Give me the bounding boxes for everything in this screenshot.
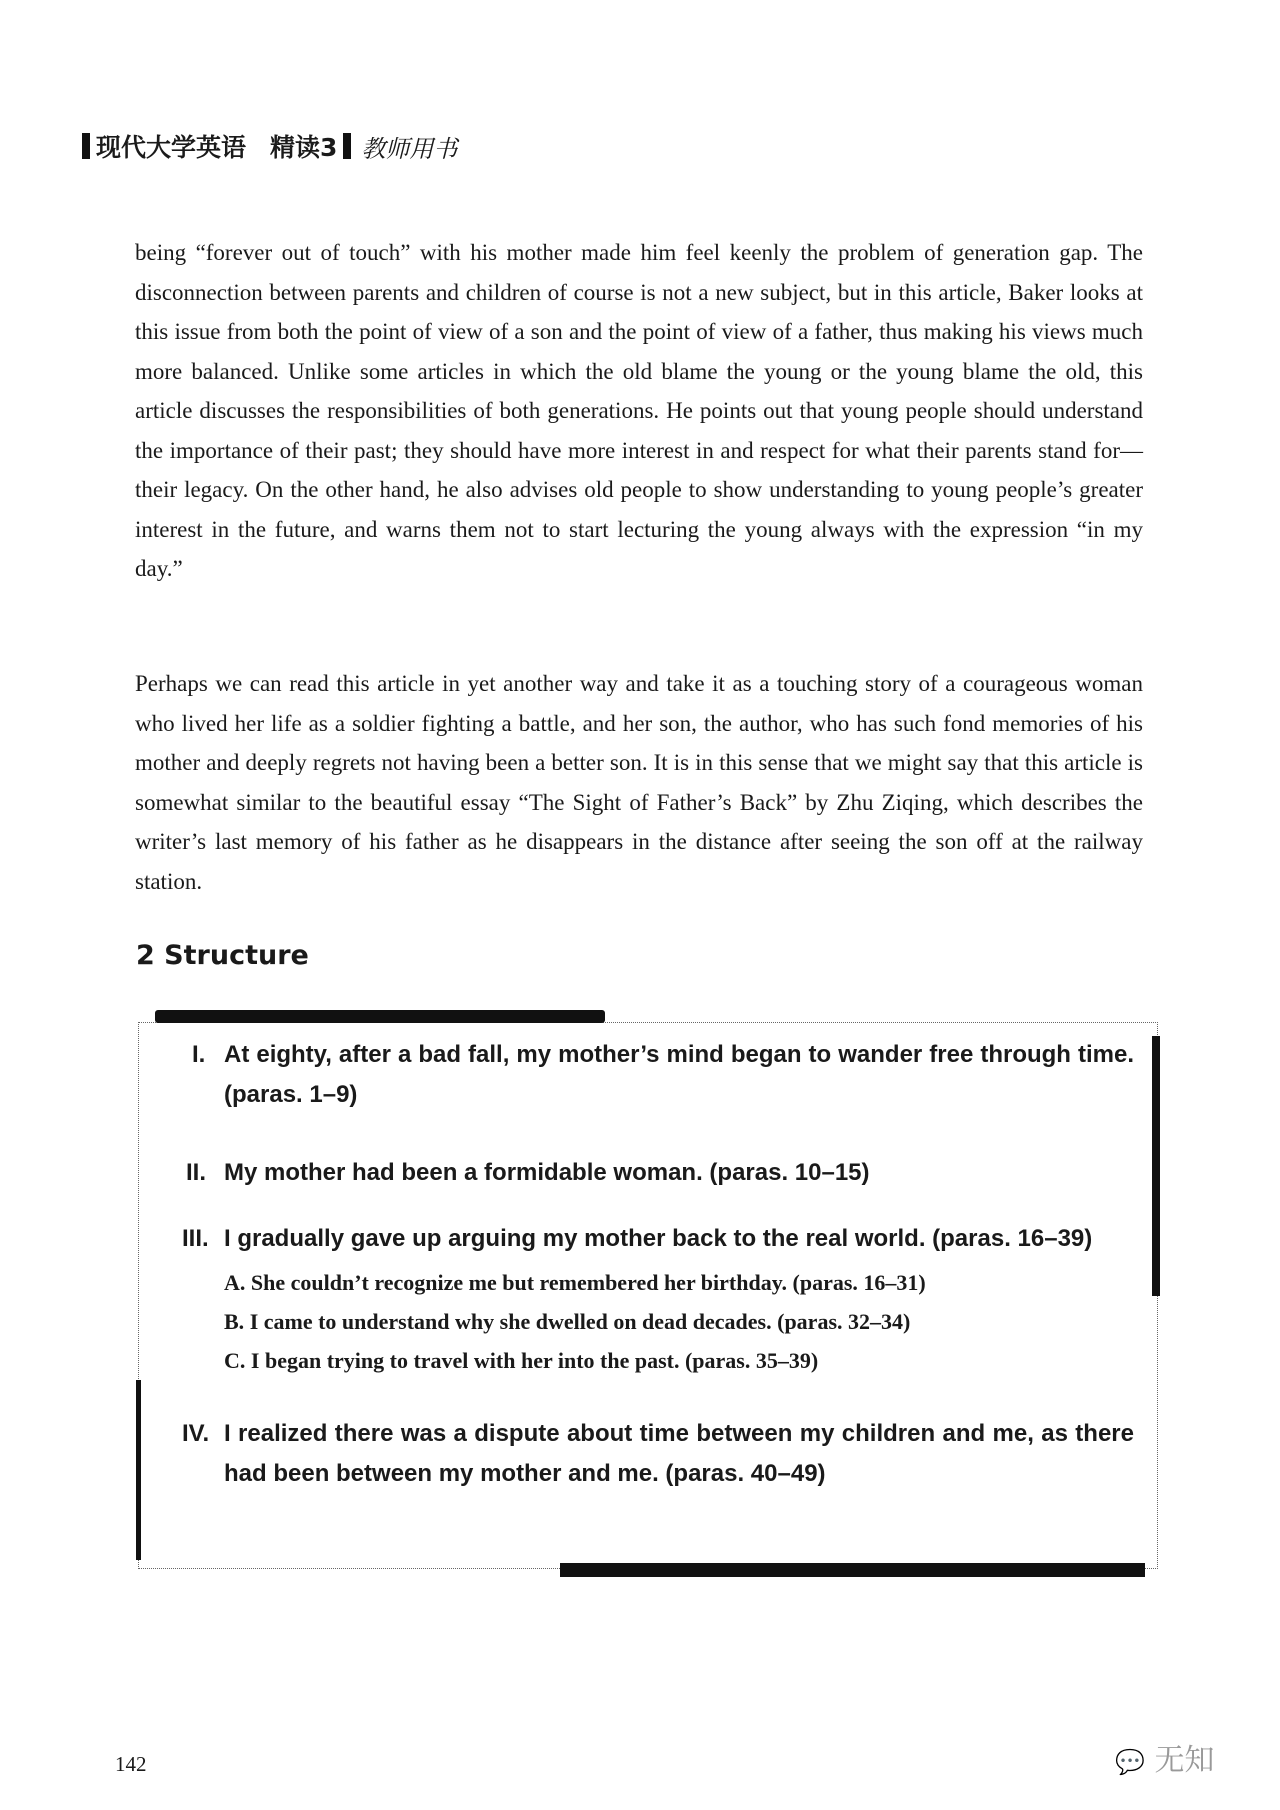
paragraph: Perhaps we can read this article in yet another way and take it as a touching story of a courageous woman who lived her life as a soldier fighting a battle, and her son, the author, who has such fond memories of his mother and deeply regrets not having been a better son. It is in this sense that we might say that this article is somewhat similar to the beautiful essay “The Sight of Father’s Back” by Zhu Ziqing, which describes the writer’s last memory of his father as he disappears in the distance after seeing the son off at the railway station.: [135, 671, 1143, 894]
box-border-decoration: [560, 1563, 1145, 1577]
header-bar: [343, 133, 351, 159]
box-border-decoration: [1152, 1036, 1160, 1296]
paragraph: being “forever out of touch” with his mother made him feel keenly the problem of generation gap. The disconnection between parents and children of course is not a new subject, but in this article, Baker looks at this issue from both the point of view of a son and the point of view of a father, thus making his views much more balanced. Unlike some articles in which the old blame the young or the young blame the old, this article discusses the responsibilities of both generations. He points out that young people should understand the importance of their past; they should have more interest in and respect for what their parents stand for—their legacy. On the other hand, he also advises old people to show understanding to young people’s greater interest in the future, and warns them not to start lecturing the young always with the expression “in my day.”: [135, 240, 1143, 581]
book-subtitle: 精读3: [270, 133, 338, 162]
structure-subitems: [224, 1263, 1134, 1380]
header-bar: [82, 133, 90, 159]
section-heading: 2 Structure: [136, 940, 309, 971]
watermark: 💬 无知: [1115, 1743, 1215, 1778]
structure-item: II. My mother had been a formidable woman. (paras. 10–15): [186, 1159, 870, 1186]
structure-subitem: B. I came to understand why she dwelled on dead decades. (paras. 32–34): [224, 1309, 911, 1334]
structure-item: IV. I realized there was a dispute about time between my children and me, as there had been between my mother and me. (paras. 40–49): [182, 1420, 1134, 1487]
box-border-decoration: [136, 1380, 141, 1560]
page-number: 142: [115, 1752, 147, 1776]
structure-subitem: C. I began trying to travel with her into the past. (paras. 35–39): [224, 1348, 819, 1373]
book-title: 现代大学英语: [96, 133, 247, 162]
wechat-icon: 💬: [1115, 1748, 1145, 1776]
book-type: 教师用书: [361, 134, 458, 163]
running-header: [82, 128, 457, 164]
structure-item: III. I gradually gave up arguing my mother back to the real world. (paras. 16–39): [182, 1225, 1093, 1252]
structure-item: I. At eighty, after a bad fall, my mother’s mind began to wander free through time. (paras. 1–9): [192, 1041, 1134, 1108]
box-border-decoration: [155, 1010, 605, 1023]
structure-list: [182, 1035, 1134, 1494]
structure-subitem: A. She couldn’t recognize me but remembered her birthday. (paras. 16–31): [224, 1270, 926, 1295]
